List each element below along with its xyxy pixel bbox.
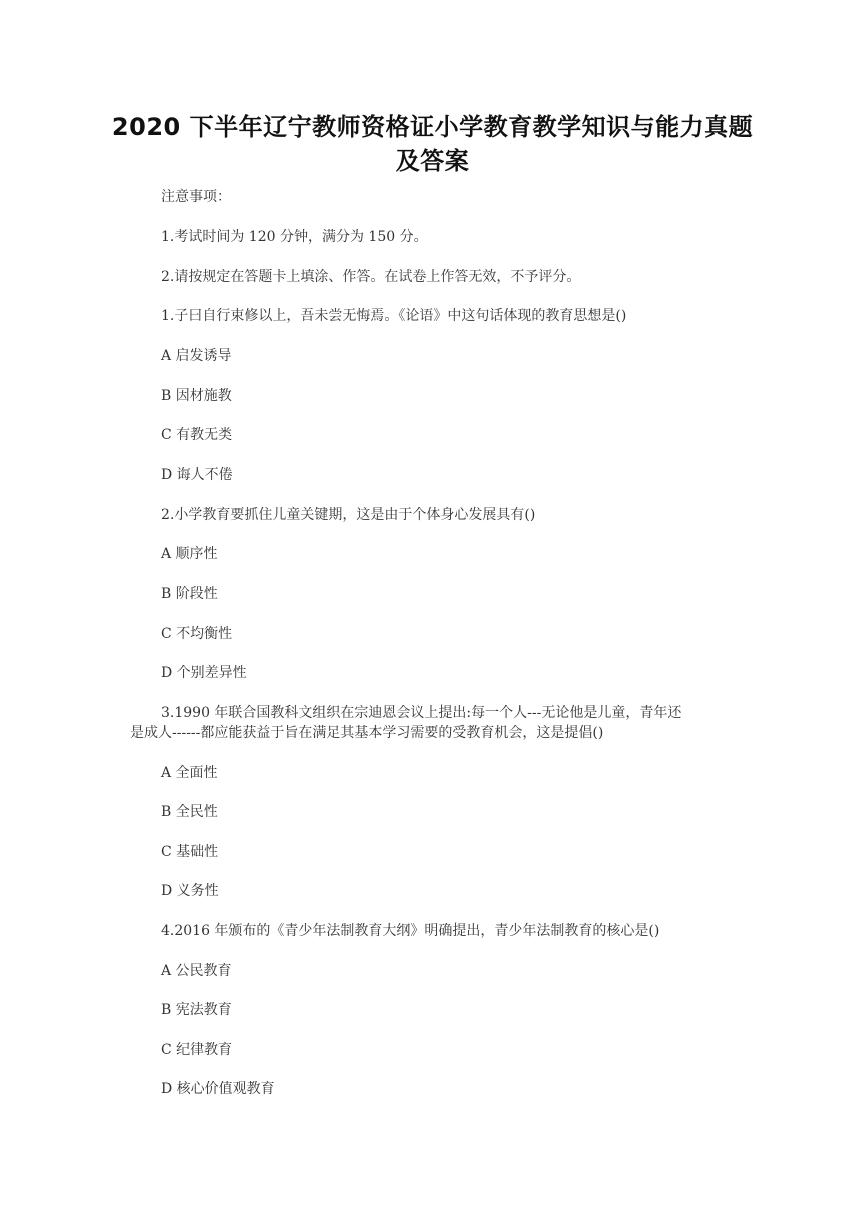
answer-option: D 个别差异性 xyxy=(161,665,247,681)
answer-option: D 义务性 xyxy=(161,883,219,899)
answer-option: A 公民教育 xyxy=(161,963,232,979)
notice-item: 2.请按规定在答题卡上填涂、作答。在试卷上作答无效，不予评分。 xyxy=(161,269,581,285)
answer-option: C 不均衡性 xyxy=(161,626,233,642)
answer-option: C 基础性 xyxy=(161,844,219,860)
document-title-line-2: 及答案 xyxy=(395,147,470,175)
answer-option: B 全民性 xyxy=(161,804,218,820)
answer-option: B 因材施教 xyxy=(161,388,232,404)
answer-option: B 宪法教育 xyxy=(161,1002,232,1018)
answer-option: D 核心价值观教育 xyxy=(161,1081,275,1097)
answer-option: A 全面性 xyxy=(161,765,218,781)
document-title-line-1: 2020 下半年辽宁教师资格证小学教育教学知识与能力真题 xyxy=(111,113,754,141)
answer-option: C 纪律教育 xyxy=(161,1042,233,1058)
question-stem: 2.小学教育要抓住儿童关键期，这是由于个体身心发展具有() xyxy=(161,507,536,523)
question-stem: 1.子曰自行束修以上，吾未尝无悔焉。《论语》中这句话体现的教育思想是() xyxy=(161,308,627,324)
answer-option: A 顺序性 xyxy=(161,546,218,562)
question-stem: 3.1990 年联合国教科文组织在宗迪恩会议上提出:每一个人---无论他是儿童，青年还 xyxy=(161,705,682,721)
notice-item: 1.考试时间为 120 分钟，满分为 150 分。 xyxy=(161,229,428,245)
answer-option: D 诲人不倦 xyxy=(161,467,233,483)
question-stem-continued: 是成人------都应能获益于旨在满足其基本学习需要的受教育机会，这是提倡() xyxy=(130,725,604,741)
answer-option: A 启发诱导 xyxy=(161,348,232,364)
answer-option: B 阶段性 xyxy=(161,586,218,602)
question-stem: 4.2016 年颁布的《青少年法制教育大纲》明确提出，青少年法制教育的核心是() xyxy=(161,923,660,939)
notice-heading: 注意事项： xyxy=(161,189,231,205)
answer-option: C 有教无类 xyxy=(161,427,233,443)
